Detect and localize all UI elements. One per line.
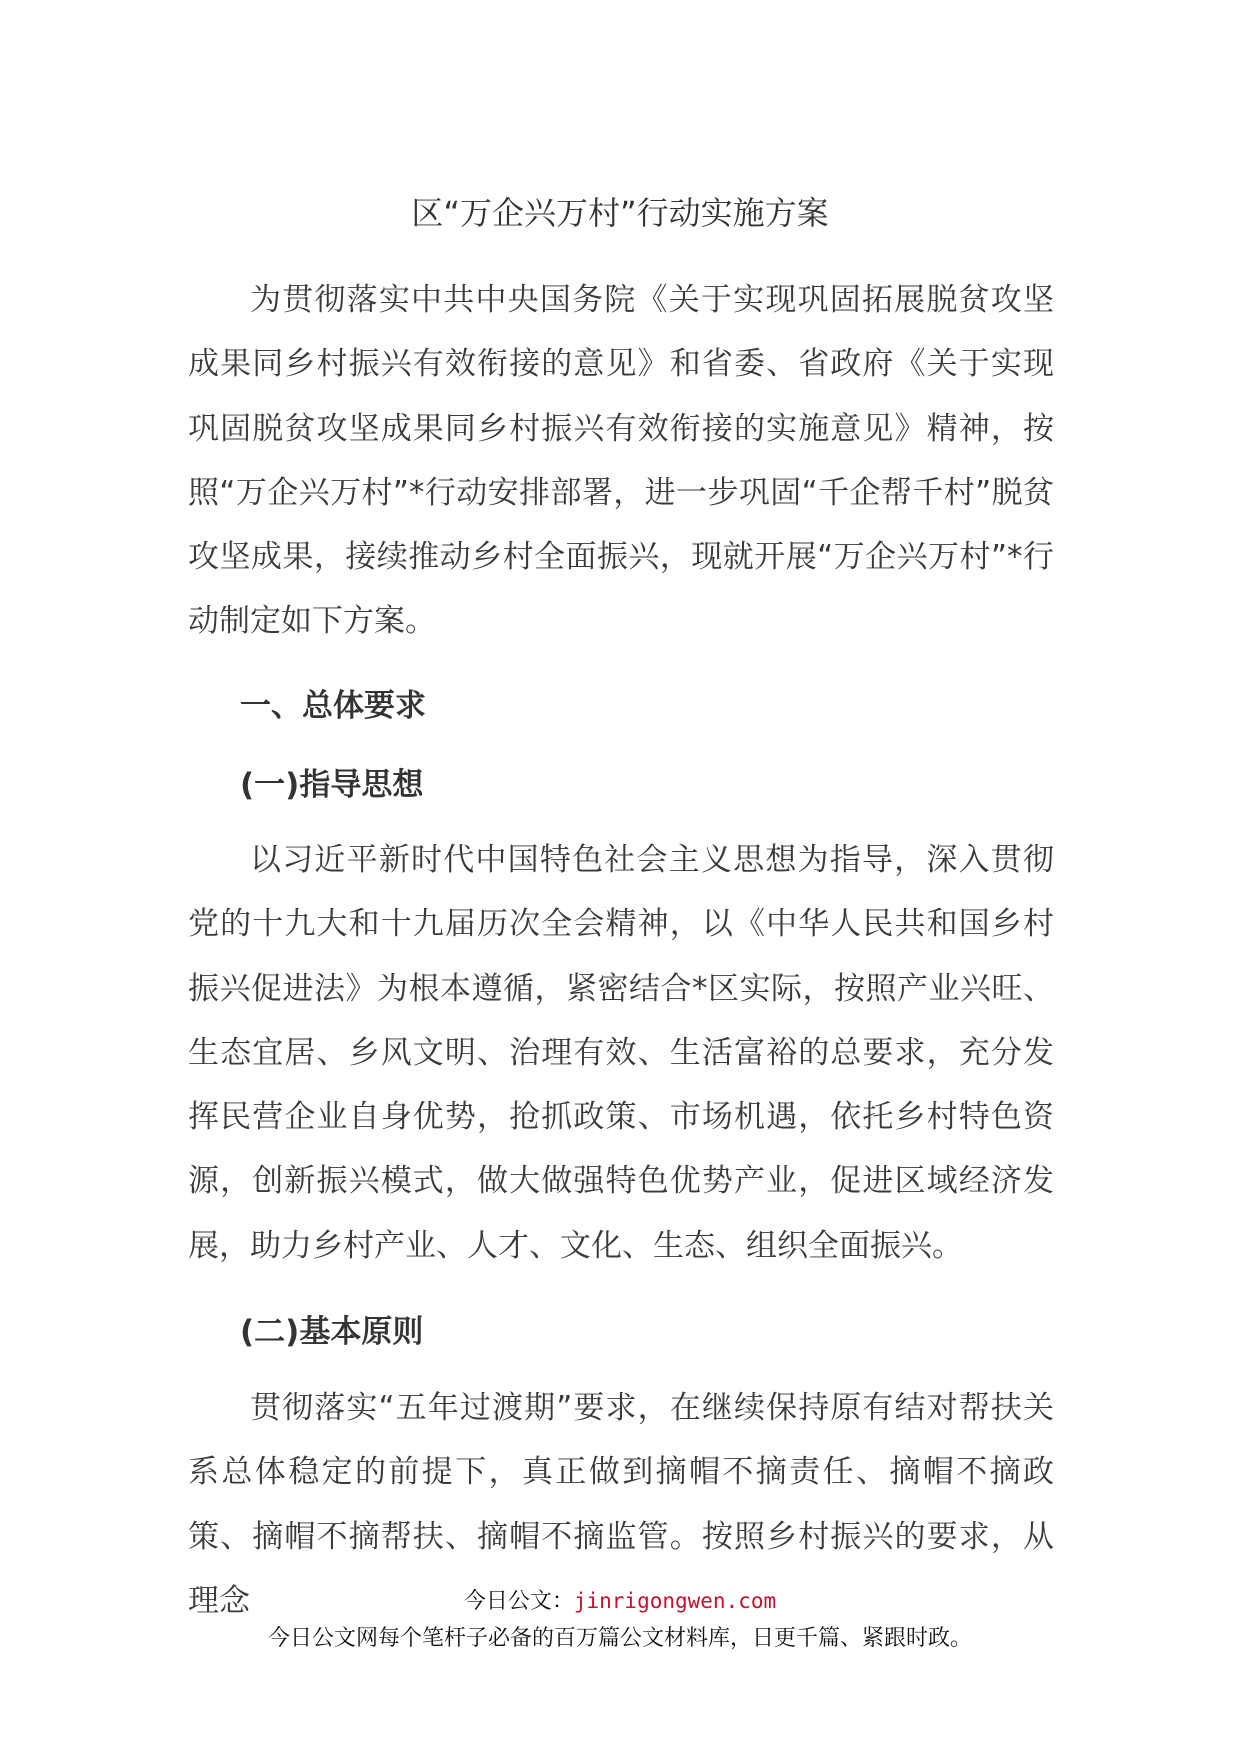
- document-title: 区“万企兴万村”行动实施方案: [411, 194, 829, 232]
- paragraph-intro: 为贯彻落实中共中央国务院《关于实现巩固拓展脱贫攻坚成果同乡村振兴有效衔接的意见》和省委、省政府《关于实现巩固脱贫攻坚成果同乡村振兴有效衔接的实施意见》精神，按照“万企兴万村”*行动安排部署，进一步巩固“千企帮千村”脱贫攻坚成果，接续推动乡村全面振兴，现就开展“万企兴万村”*行动制定如下方案。: [188, 282, 1054, 640]
- subsection-heading-basic-principles: (二)基本原则: [240, 1314, 424, 1350]
- footer-source-label: 今日公文：: [463, 1589, 574, 1614]
- paragraph-basic-principles: 贯彻落实“五年过渡期”要求，在继续保持原有结对帮扶关系总体稳定的前提下，真正做到摘帽不摘责任、摘帽不摘政策、摘帽不摘帮扶、摘帽不摘监管。按照乡村振兴的要求，从理念: [188, 1390, 1054, 1619]
- section-heading-general-requirements: 一、总体要求: [240, 688, 426, 724]
- footer-tagline: 今日公文网每个笔杆子必备的百万篇公文材料库，日更千篇、紧跟时政。: [267, 1626, 972, 1651]
- footer-url-link[interactable]: jinrigongwen.com: [573, 1589, 777, 1613]
- subsection-heading-guiding-ideology: (一)指导思想: [240, 767, 424, 803]
- paragraph-guiding-ideology: 以习近平新时代中国特色社会主义思想为指导，深入贯彻党的十九大和十九届历次全会精神，以《中华人民共和国乡村振兴促进法》为根本遵循，紧密结合*区实际，按照产业兴旺、生态宜居、乡风文明、治理有效、生活富裕的总要求，充分发挥民营企业自身优势，抢抓政策、市场机遇，依托乡村特色资源，创新振兴模式，做大做强特色优势产业，促进区域经济发展，助力乡村产业、人才、文化、生态、组织全面振兴。: [188, 842, 1054, 1264]
- footer-source: [0, 1586, 1240, 1617]
